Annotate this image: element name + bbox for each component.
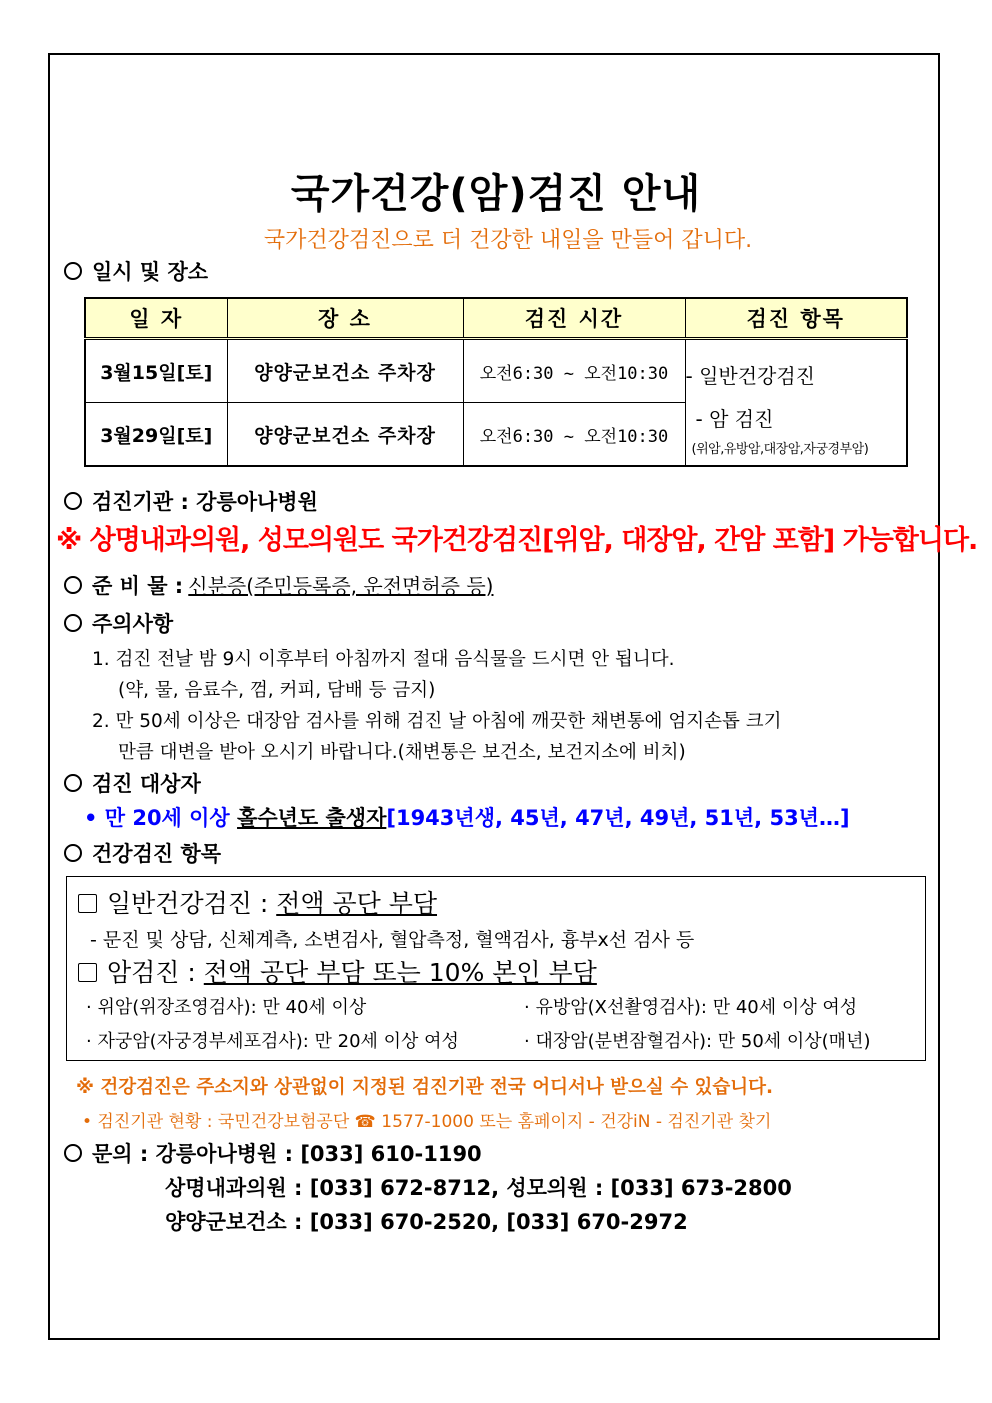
contact-line-2: 상명내과의원 : [033] 672-8712, 성모의원 : [033] 673-2800: [165, 1176, 792, 1200]
contact-line-3: 양양군보건소 : [033] 670-2520, [033] 670-2972: [165, 1210, 688, 1234]
schedule-heading: 일시 및 장소: [64, 256, 208, 286]
row-items: [685, 339, 907, 467]
caution-heading: 주의사항: [64, 608, 173, 638]
page-title: 국가건강(암)검진 안내: [290, 171, 702, 217]
lookup-info: • 검진기관 현황 : 국민건강보험공단 ☎ 1577-1000 또는 홈페이지 - 건강iN - 검진기관 찾기: [82, 1112, 772, 1132]
checkbox-icon: [78, 963, 97, 982]
caution-line-1: 1. 검진 전날 밤 9시 이후부터 아침까지 절대 음식물을 드시면 안 됩니다.: [92, 649, 675, 670]
row-time: 오전6:30 ~ 오전10:30: [463, 403, 685, 467]
institution-line: 검진기관 : 강릉아나병원: [64, 486, 318, 516]
caution-line-3: 2. 만 50세 이상은 대장암 검사를 위해 검진 날 아침에 깨끗한 채변통에 엄지손톱 크기: [92, 711, 782, 732]
general-checkup-line: 일반건강검진 : 전액 공단 부담: [78, 884, 437, 920]
table-row: [85, 339, 907, 403]
circle-bullet-icon: [64, 576, 82, 594]
row-date: 3월29일[토]: [85, 403, 227, 467]
items-cancer-types: (위암,유방암,대장암,자궁경부암): [691, 442, 869, 457]
circle-bullet-icon: [64, 1144, 82, 1162]
target-heading: 검진 대상자: [64, 768, 201, 798]
items-cancer: - 암 검진: [695, 407, 774, 431]
caution-line-2: (약, 물, 음료수, 껌, 커피, 담배 등 금지): [118, 680, 436, 701]
cancer-colon: · 대장암(분변잠혈검사): 만 50세 이상(매년): [524, 1031, 871, 1052]
prep-line: 준 비 물 : 신분증(주민등록증, 운전면허증 등): [64, 570, 493, 600]
circle-bullet-icon: [64, 262, 82, 280]
items-heading: 건강검진 항목: [64, 838, 221, 868]
notice-red: ※ 상명내과의원, 성모의원도 국가건강검진[위암, 대장암, 간암 포함] 가능합니다.: [56, 525, 978, 556]
header-time: 검진 시간: [463, 298, 685, 339]
row-date: 3월15일[토]: [85, 339, 227, 403]
caution-line-4: 만큼 대변을 받아 오시기 바랍니다.(채변통은 보건소, 보건지소에 비치): [118, 742, 686, 763]
cancer-checkup-line: 암검진 : 전액 공단 부담 또는 10% 본인 부담: [78, 953, 597, 989]
header-date: 일 자: [85, 298, 227, 339]
circle-bullet-icon: [64, 844, 82, 862]
row-place: 양양군보건소 주차장: [227, 403, 463, 467]
cancer-cervical: · 자궁암(자궁경부세포검사): 만 20세 이상 여성: [86, 1031, 459, 1052]
circle-bullet-icon: [64, 614, 82, 632]
target-line: • 만 20세 이상 홀수년도 출생자[1943년생, 45년, 47년, 49년, 51년, 53년…]: [84, 806, 850, 830]
cancer-stomach: · 위암(위장조영검사): 만 40세 이상: [86, 997, 367, 1018]
page-subtitle: 국가건강검진으로 더 건강한 내일을 만들어 갑니다.: [263, 228, 753, 253]
contact-line-1: 문의 : 강릉아나병원 : [033] 610-1190: [64, 1138, 482, 1168]
schedule-table: [84, 297, 908, 467]
circle-bullet-icon: [64, 492, 82, 510]
target-underlined: 홀수년도 출생자: [237, 806, 387, 830]
items-general: - 일반건강검진: [685, 364, 815, 388]
prep-value: 신분증(주민등록증, 운전면허증 등): [188, 574, 494, 598]
checkbox-icon: [78, 894, 97, 913]
header-place: 장 소: [227, 298, 463, 339]
row-place: 양양군보건소 주차장: [227, 339, 463, 403]
table-header-row: [85, 298, 907, 339]
header-items: 검진 항목: [685, 298, 907, 339]
cancer-breast: · 유방암(X선촬영검사): 만 40세 이상 여성: [524, 997, 858, 1018]
circle-bullet-icon: [64, 774, 82, 792]
general-detail: - 문진 및 상담, 신체계측, 소변검사, 혈압측정, 혈액검사, 흉부x선 검사 등: [90, 929, 695, 951]
row-time: 오전6:30 ~ 오전10:30: [463, 339, 685, 403]
anywhere-notice: ※ 건강검진은 주소지와 상관없이 지정된 검진기관 전국 어디서나 받으실 수 있습니다.: [76, 1077, 774, 1098]
